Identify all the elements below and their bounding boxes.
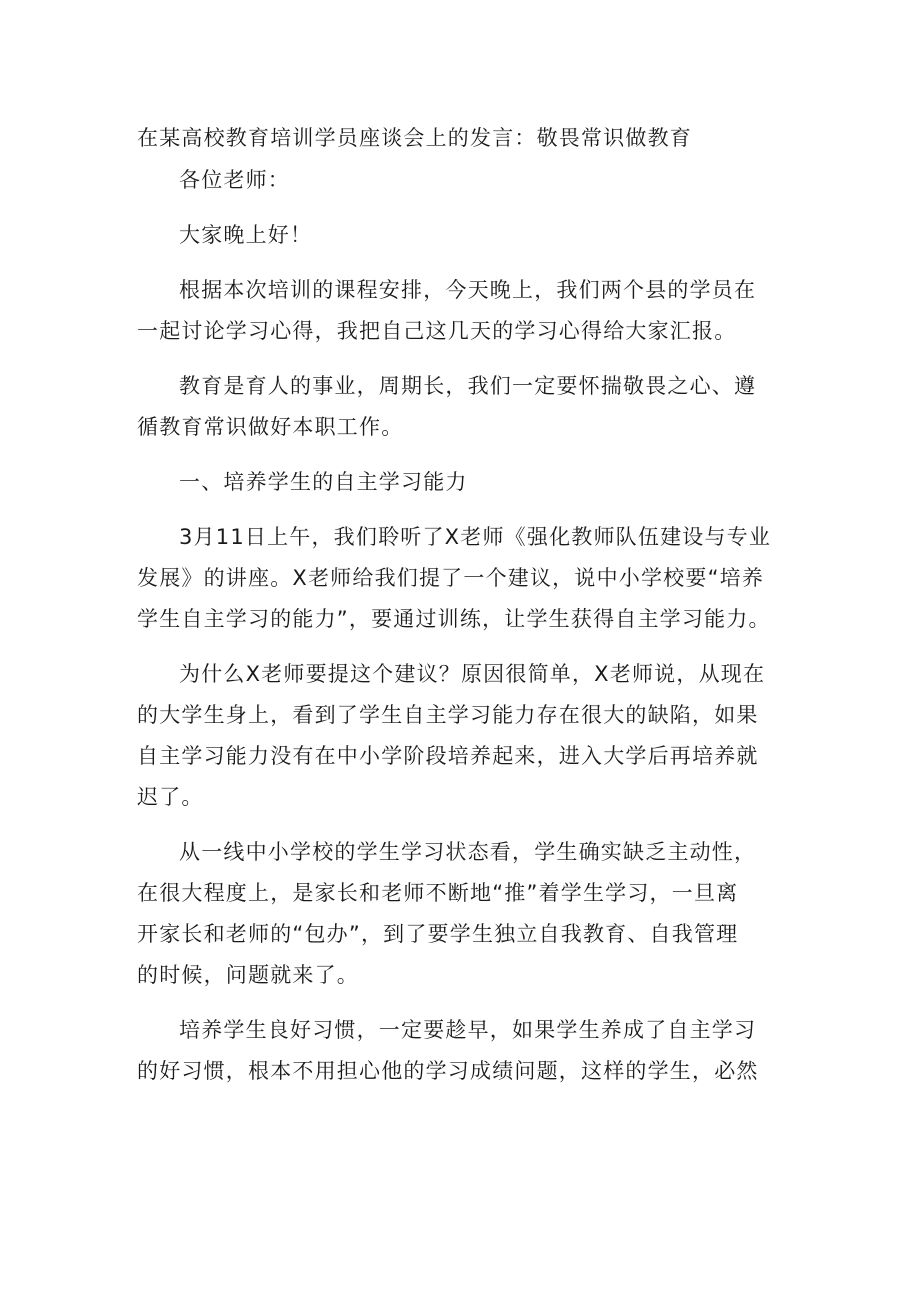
paragraph-salutation: 各位老师： (179, 168, 290, 192)
paragraph-status: 从一线中小学校的学生学习状态看，学生确实缺乏主动性， 在很大程度上，是家长和老师不断地“推”着学生学习，一旦离 开家长和老师的“包办”，到了要学生独立自我教育、自我管理 的时候，问题就来了。 (137, 840, 757, 987)
paragraph-habits: 培养学生良好习惯，一定要趁早，如果学生养成了自主学习 的好习惯，根本不用担心他的学习成绩问题，这样的学生，必然 (137, 1018, 759, 1083)
paragraph-intro: 根据本次培训的课程安排，今天晚上，我们两个县的学员在 一起讨论学习心得，我把自己这几天的学习心得给大家汇报。 (137, 278, 757, 343)
paragraph-theme: 教育是育人的事业，周期长，我们一定要怀揣敬畏之心、遵 循教育常识做好本职工作。 (137, 374, 757, 439)
section-heading-1: 一、培养学生的自主学习能力 (179, 470, 468, 494)
paragraph-lecture: 3月11日上午，我们聆听了X老师《强化教师队伍建设与专业 发展》的讲座。X老师给我们提了一个建议，说中小学校要“培养 学生自主学习的能力”，要通过训练，让学生获得自主学习能力。 (137, 525, 772, 631)
paragraph-reason: 为什么X老师要提这个建议？原因很简单，X老师说，从现在 的大学生身上，看到了学生自主学习能力存在很大的缺陷，如果 自主学习能力没有在中小学阶段培养起来，进入大学后再培养就 迟了。 (137, 662, 766, 809)
document-title: 在某高校教育培训学员座谈会上的发言：敬畏常识做教育 (137, 126, 692, 150)
paragraph-greeting: 大家晚上好！ (179, 223, 313, 247)
document-body (137, 118, 797, 1106)
